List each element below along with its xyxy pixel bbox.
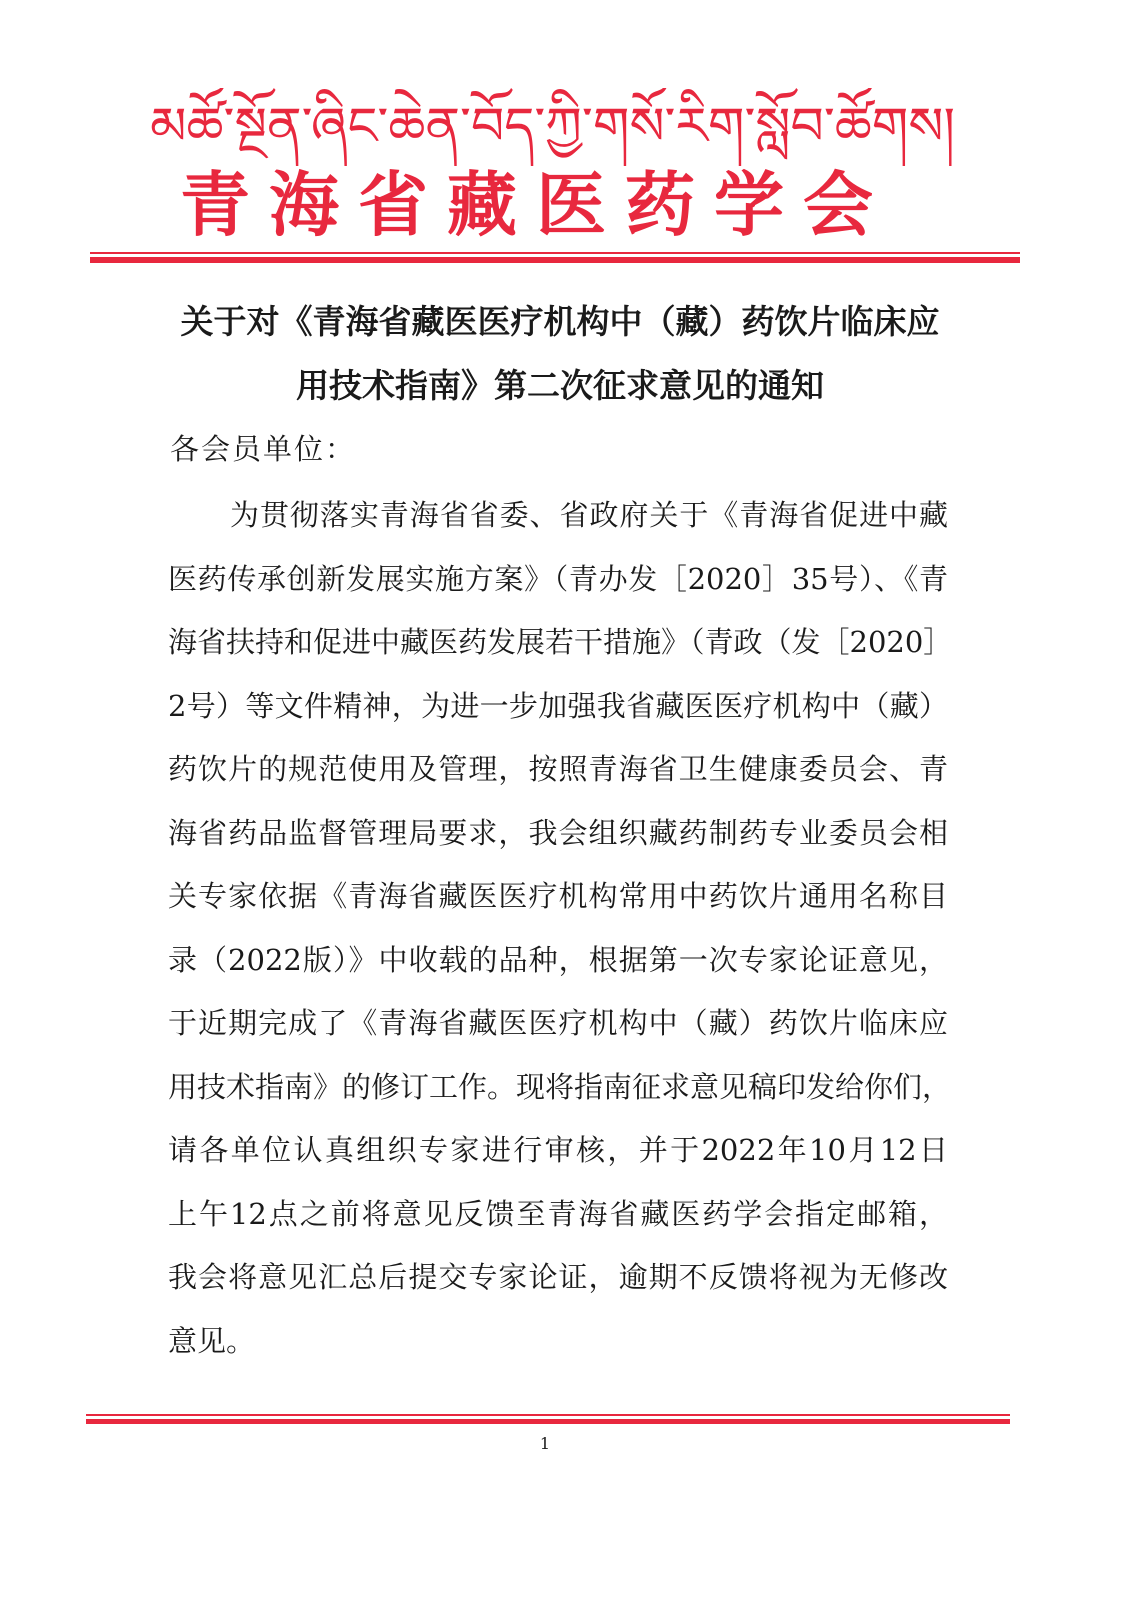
body-line: 上午12点之前将意见反馈至青海省藏医药学会指定邮箱， (168, 1196, 948, 1231)
letterhead-tibetan-name: མཚོ་སྔོན་ཞིང་ཆེན་བོད་ཀྱི་གསོ་རིག་སློབ་ཚོགས། (150, 97, 956, 157)
body-line: 2号）等文件精神，为进一步加强我省藏医医疗机构中（藏） (168, 688, 948, 723)
body-line: 关专家依据《青海省藏医医疗机构常用中药饮片通用名称目 (168, 879, 948, 913)
body-line: 为贯彻落实青海省省委、省政府关于《青海省促进中藏 (230, 498, 948, 532)
body-line: 用技术指南》的修订工作。现将指南征求意见稿印发给你们， (168, 1069, 952, 1104)
notice-title-line-2: 用技术指南》第二次征求意见的通知 (296, 366, 824, 405)
body-line: 海省药品监督管理局要求，我会组织藏药制药专业委员会相 (168, 815, 948, 850)
footer-divider-thin (86, 1414, 1010, 1416)
body-line: 请各单位认真组织专家进行审核，并于2022年10月12日 (168, 1133, 948, 1167)
page-number: 1 (539, 1434, 551, 1453)
body-line: 意见。 (168, 1323, 256, 1358)
letterhead-divider-thick (90, 257, 1020, 263)
notice-body (168, 484, 953, 1373)
letterhead-chinese-name: 青海省藏医药学会 (180, 163, 892, 246)
body-line: 于近期完成了《青海省藏医医疗机构中（藏）药饮片临床应 (168, 1006, 948, 1040)
salutation: 各会员单位： (170, 432, 357, 466)
body-line: 药饮片的规范使用及管理，按照青海省卫生健康委员会、青 (168, 752, 948, 786)
notice-title (160, 290, 960, 418)
notice-title-line-1: 关于对《青海省藏医医疗机构中（藏）药饮片临床应 (180, 302, 940, 341)
footer-divider-thick (86, 1419, 1010, 1424)
body-line: 海省扶持和促进中藏医药发展若干措施》（青政（发［2020］ (168, 625, 953, 659)
body-line: 医药传承创新发展实施方案》（青办发［2020］35号）、《青 (168, 561, 948, 596)
body-line: 我会将意见汇总后提交专家论证，逾期不反馈将视为无修改 (168, 1260, 948, 1294)
body-line: 录（2022版）》中收载的品种，根据第一次专家论证意见， (168, 942, 948, 977)
letterhead-divider-thin (90, 252, 1020, 254)
